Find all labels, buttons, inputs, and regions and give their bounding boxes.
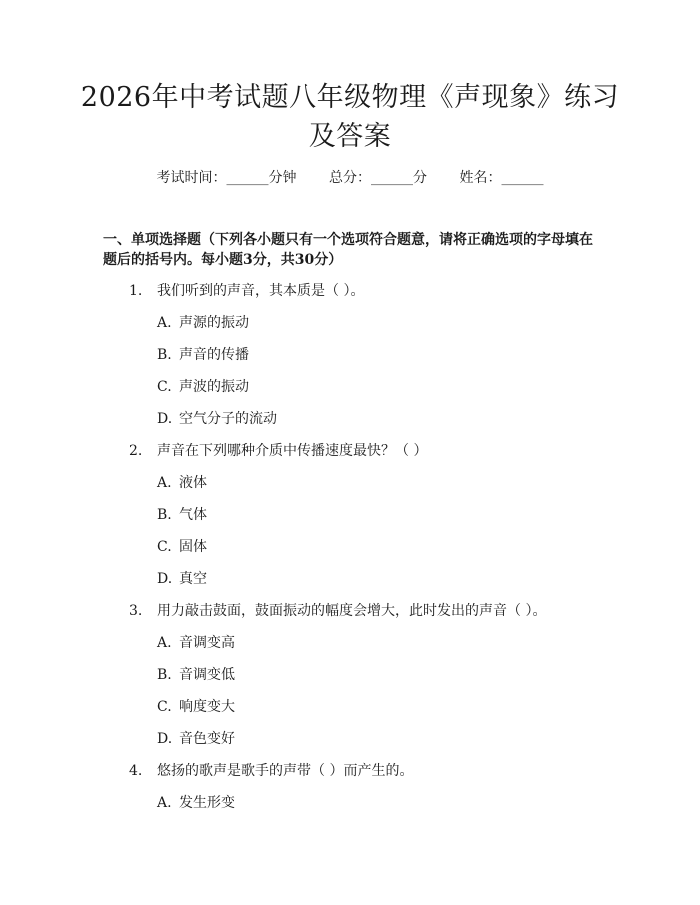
option-text: 真空 <box>179 571 207 587</box>
option-text: 响度变大 <box>179 699 235 715</box>
option-text: 音调变高 <box>179 635 235 651</box>
question-4 <box>129 761 609 781</box>
question-1-option-c <box>157 377 557 397</box>
question-2-option-a <box>157 473 557 493</box>
option-letter: D. <box>157 571 173 587</box>
document-title <box>60 78 640 156</box>
question-2-option-b <box>157 505 557 525</box>
option-text: 声波的振动 <box>179 379 249 395</box>
option-letter: C. <box>157 699 172 715</box>
question-1-option-d <box>157 409 557 429</box>
question-number: 3. <box>129 603 143 619</box>
option-letter: C. <box>157 379 172 395</box>
question-3-option-a <box>157 633 557 653</box>
option-text: 液体 <box>179 475 207 491</box>
option-letter: B. <box>157 347 172 363</box>
question-2-option-c <box>157 537 557 557</box>
question-number: 1. <box>129 283 143 299</box>
question-4-option-a <box>157 793 557 813</box>
option-text: 固体 <box>179 539 207 555</box>
question-stem: 悠扬的歌声是歌手的声带（ ）而产生的。 <box>157 763 414 779</box>
option-letter: A. <box>157 635 172 651</box>
question-number: 2. <box>129 443 143 459</box>
question-stem: 我们听到的声音，其本质是（ ）。 <box>157 283 365 299</box>
question-number: 4. <box>129 763 143 779</box>
option-letter: A. <box>157 315 172 331</box>
option-letter: D. <box>157 731 173 747</box>
question-1 <box>129 281 609 301</box>
option-text: 音色变好 <box>179 731 235 747</box>
option-letter: D. <box>157 411 173 427</box>
option-text: 空气分子的流动 <box>179 411 277 427</box>
option-letter: A. <box>157 475 172 491</box>
question-3 <box>129 601 609 621</box>
question-2-option-d <box>157 569 557 589</box>
question-3-option-b <box>157 665 557 685</box>
exam-time-field: 考试时间：______分钟 <box>156 170 297 186</box>
question-1-option-b <box>157 345 557 365</box>
option-text: 声源的振动 <box>179 315 249 331</box>
option-letter: B. <box>157 507 172 523</box>
option-text: 发生形变 <box>179 795 235 811</box>
option-text: 声音的传播 <box>179 347 249 363</box>
total-score-field: 总分：______分 <box>329 170 427 186</box>
section-heading: 一、单项选择题（下列各小题只有一个选项符合题意，请将正确选项的字母填在题后的括号内。每小题3分，共30分） <box>103 232 593 268</box>
option-letter: A. <box>157 795 172 811</box>
option-text: 气体 <box>179 507 207 523</box>
question-1-option-a <box>157 313 557 333</box>
exam-meta <box>0 168 700 188</box>
option-text: 音调变低 <box>179 667 235 683</box>
question-3-option-d <box>157 729 557 749</box>
question-3-option-c <box>157 697 557 717</box>
question-2 <box>129 441 609 461</box>
student-name-field: 姓名：______ <box>459 170 544 186</box>
title-line-1: 2026年中考试题八年级物理《声现象》练习 <box>80 82 620 113</box>
question-stem: 用力敲击鼓面，鼓面振动的幅度会增大，此时发出的声音（ ）。 <box>157 603 547 619</box>
option-letter: B. <box>157 667 172 683</box>
option-letter: C. <box>157 539 172 555</box>
question-stem: 声音在下列哪种介质中传播速度最快？（ ） <box>157 443 428 459</box>
title-line-2: 及答案 <box>308 121 392 152</box>
